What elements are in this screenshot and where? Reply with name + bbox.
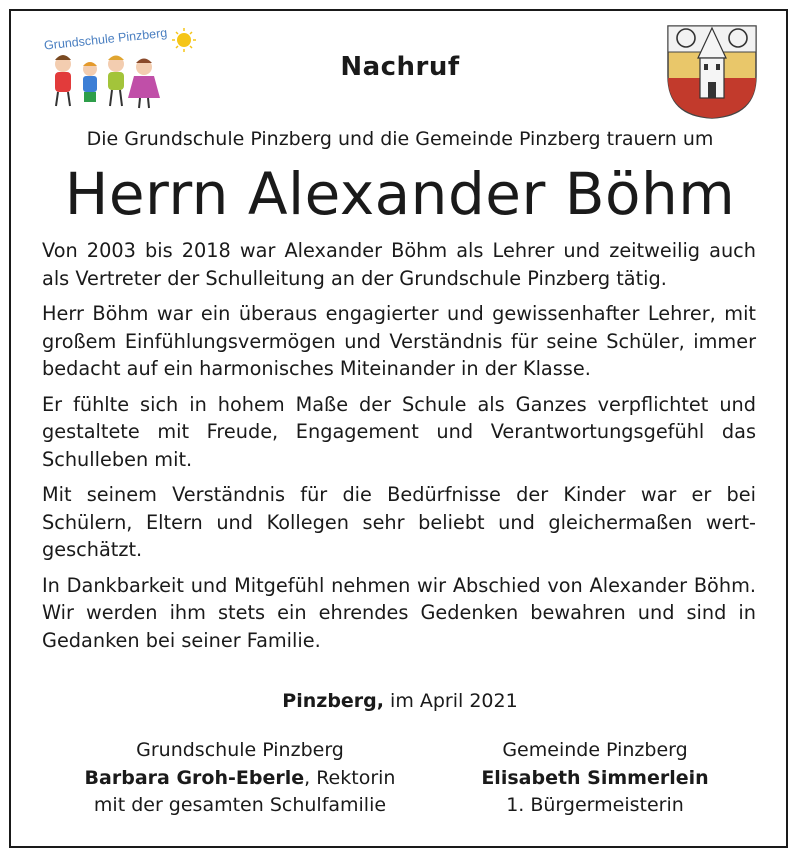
date: im April 2021 (390, 690, 518, 712)
signature-name: Barbara Groh-Eberle (84, 766, 305, 789)
place: Pinzberg, (282, 690, 384, 712)
obituary-text (42, 237, 756, 662)
school-logo-text: Grundschule Pinzberg (43, 25, 168, 53)
signature-line3: mit der gesamten Schulfamilie (93, 794, 387, 816)
page-title: Nachruf (340, 52, 460, 82)
paragraph: Mit seinem Verständnis für die Bedürfnisse der Kinder war er bei Schülern, Eltern und Kollegen sehr beliebt und gleichermaßen wertgeschätzt. (42, 483, 756, 561)
paragraph: In Dankbarkeit und Mitgefühl nehmen wir Abschied von Alexander Böhm. Wir werden ihm stets ein ehrendes Gedenken bewahren und sind in Gedanken bei seiner Familie. (42, 573, 756, 652)
deceased-name: Herrn Alexander Böhm (64, 160, 736, 228)
signature-line3: 1. Bürgermeisterin (506, 794, 684, 816)
paragraph: Er fühlte sich in hohem Maße der Schule als Ganzes verpflichtet und gestaltete mit Freude, Engagement und Verantwortungsgefühl das Schulleben mit. (42, 392, 756, 471)
signature-org: Grundschule Pinzberg (136, 739, 344, 761)
signature-name: Elisabeth Simmerlein (481, 766, 709, 789)
signature-org: Gemeinde Pinzberg (502, 739, 688, 761)
paragraph: Herr Böhm war ein überaus engagierter und gewissenhafter Lehrer, mit großem Einfühlungsvermögen und Verständnis für seine Schüler, immer bedacht auf ein harmonisches Miteinander in der Klasse. (42, 302, 756, 380)
signature-municipality (440, 737, 750, 820)
signature-school (60, 737, 420, 820)
intro-line: Die Grundschule Pinzberg und die Gemeinde Pinzberg trauern um (86, 128, 714, 150)
signature-role: , Rektorin (304, 766, 396, 789)
sun-icon (172, 28, 196, 52)
paragraph: Von 2003 bis 2018 war Alexander Böhm als Lehrer und zeitweilig auch als Vertreter der Schulleitung an der Grundschule Pinzberg tätig. (42, 239, 756, 290)
place-date (0, 690, 800, 712)
